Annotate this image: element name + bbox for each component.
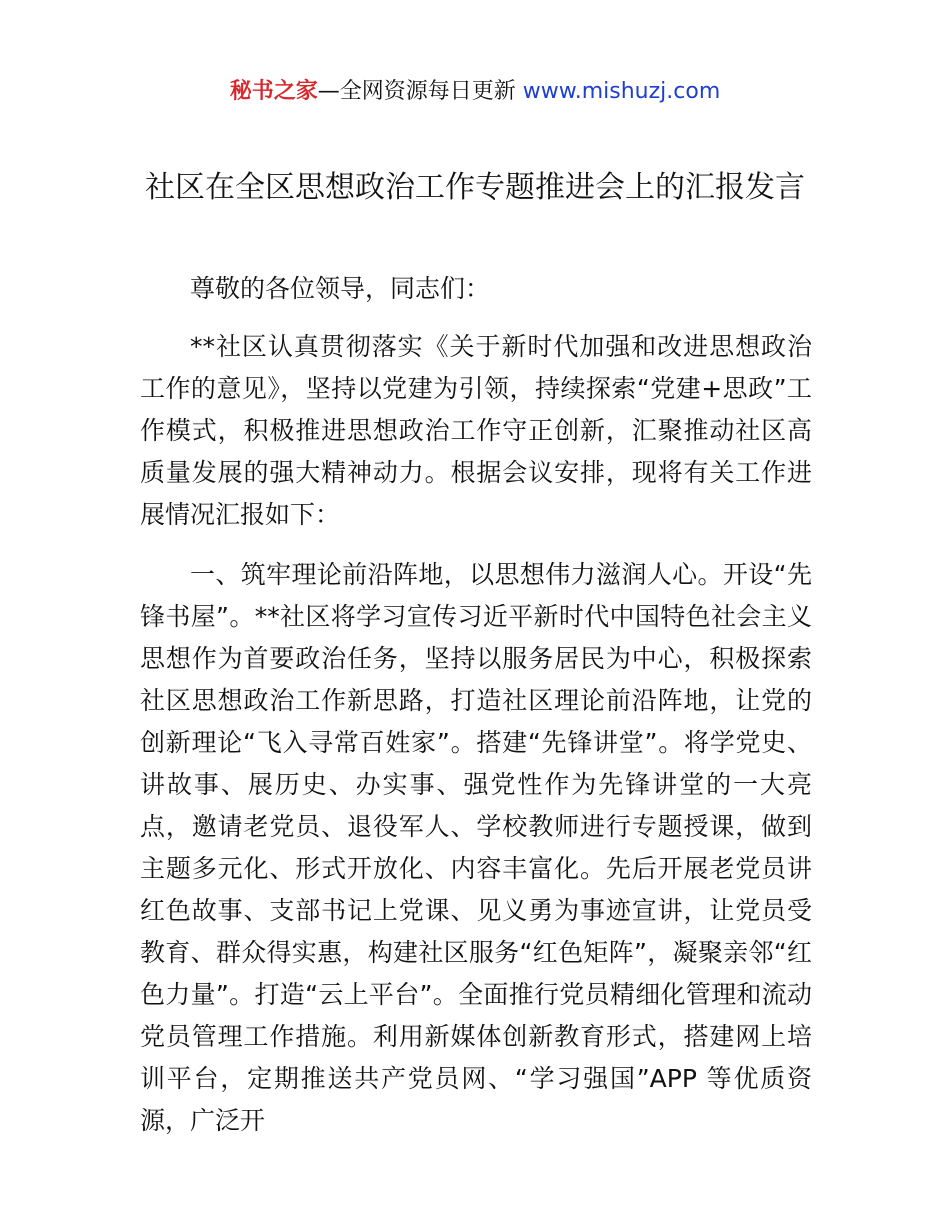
document-body — [140, 268, 812, 1160]
site-header — [0, 76, 950, 108]
brand-name: 秘书之家 — [229, 79, 318, 104]
salutation: 尊敬的各位领导，同志们： — [190, 274, 491, 303]
header-tagline: —全网资源每日更新 — [317, 79, 523, 104]
document-title: 社区在全区思想政治工作专题推进会上的汇报发言 — [145, 170, 805, 205]
paragraph-intro: **社区认真贯彻落实《关于新时代加强和改进思想政治工作的意见》，坚持以党建为引领，持续探索“党建+思政”工作模式，积极推进思想政治工作守正创新，汇聚推动社区高质量发展的强大精神动力。根据会议安排，现将有关工作进展情况汇报如下： — [140, 332, 812, 529]
site-url-link[interactable]: www.mishuzj.com — [522, 79, 721, 104]
paragraph-section-one: 一、筑牢理论前沿阵地，以思想伟力滋润人心。开设“先锋书屋”。**社区将学习宣传习近平新时代中国特色社会主义思想作为首要政治任务，坚持以服务居民为中心，积极探索社区思想政治工作新思路，打造社区理论前沿阵地，让党的创新理论“飞入寻常百姓家”。搭建“先锋讲堂”。将学党史、讲故事、展历史、办实事、强党性作为先锋讲堂的一大亮点，邀请老党员、退役军人、学校教师进行专题授课，做到主题多元化、形式开放化、内容丰富化。先后开展老党员讲红色故事、支部书记上党课、见义勇为事迹宣讲，让党员受教育、群众得实惠，构建社区服务“红色矩阵”，凝聚亲邻“红色力量”。打造“云上平台”。全面推行党员精细化管理和流动党员管理工作措施。利用新媒体创新教育形式，搭建网上培训平台，定期推送共产党员网、“学习强国”APP 等优质资源，广泛开 — [140, 560, 812, 1135]
